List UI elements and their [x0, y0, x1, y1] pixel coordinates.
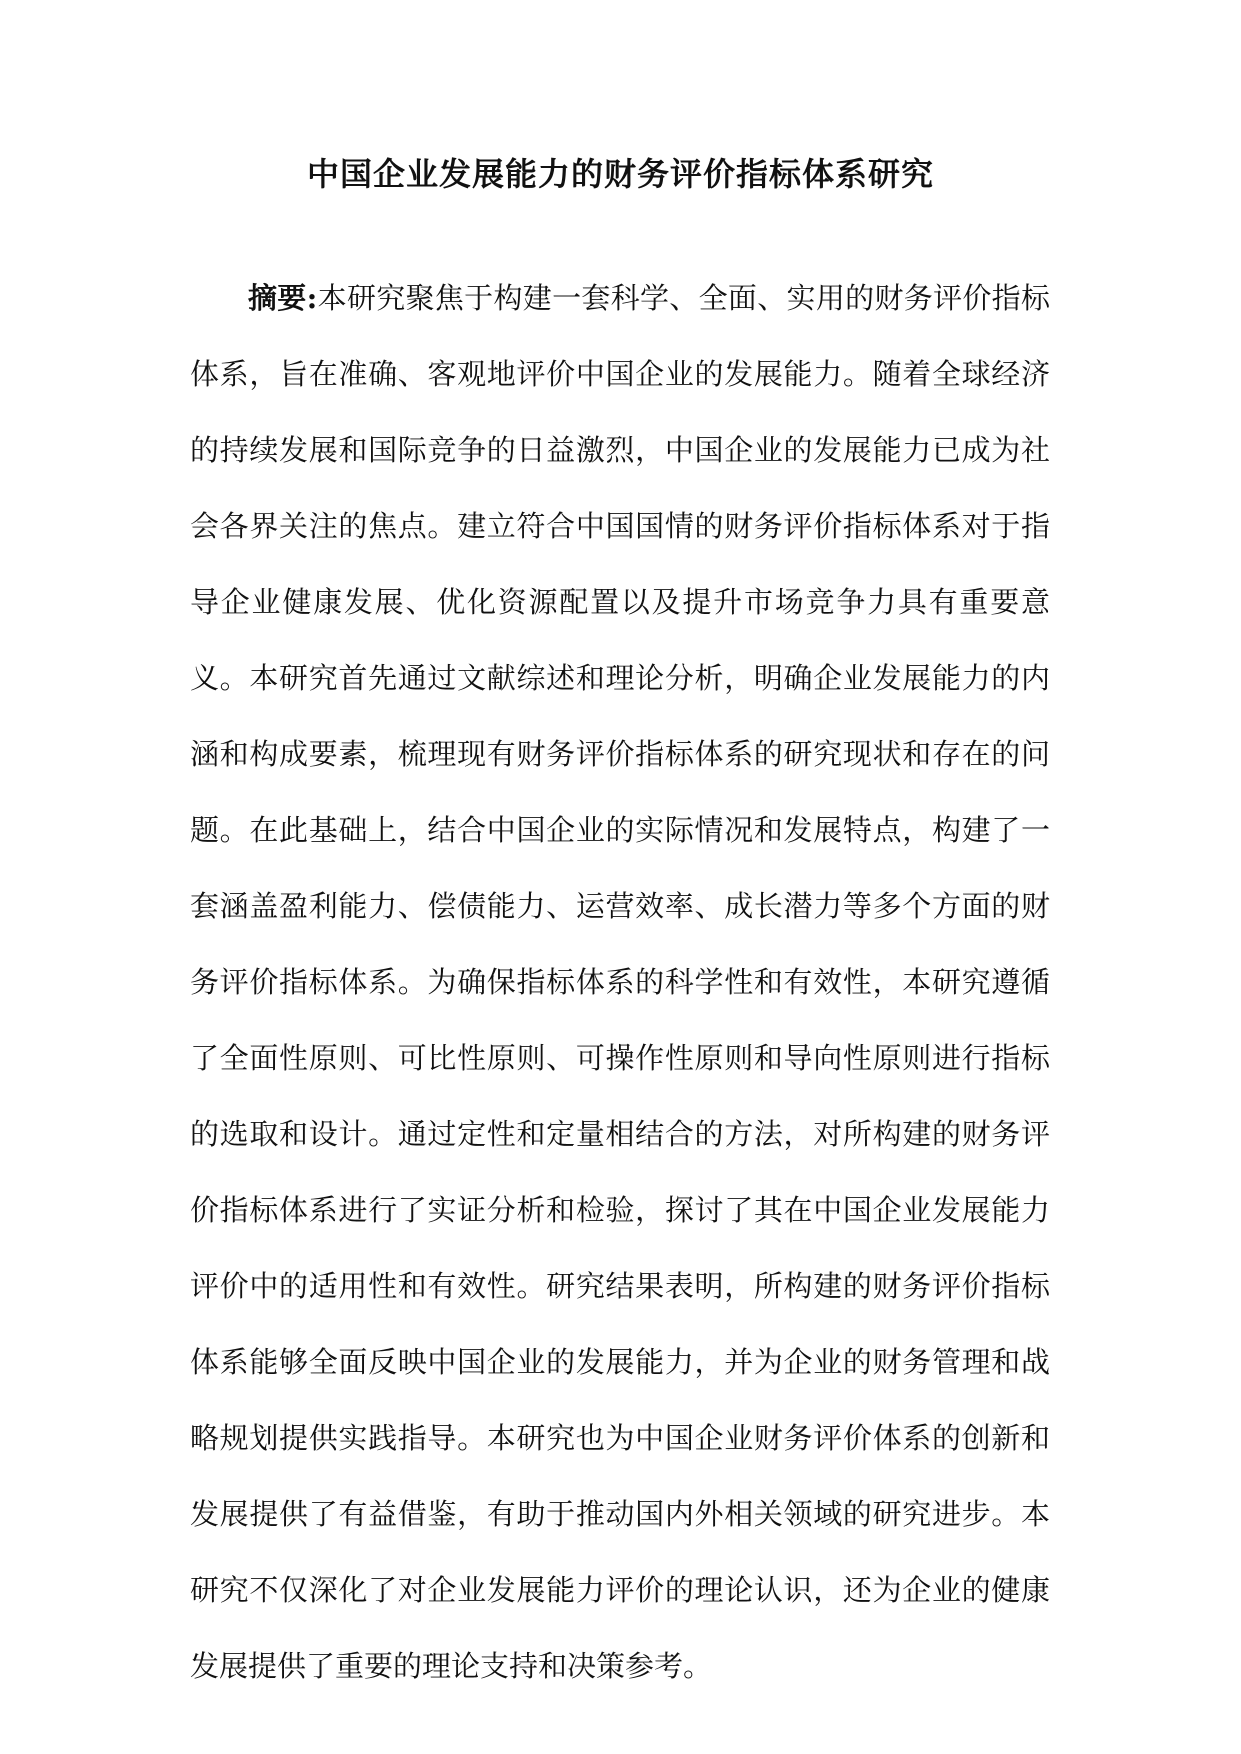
document-title: 中国企业发展能力的财务评价指标体系研究	[306, 155, 934, 193]
abstract-text: 本研究聚焦于构建一套科学、全面、实用的财务评价指标体系，旨在准确、客观地评价中国企业的发展能力。随着全球经济的持续发展和国际竞争的日益激烈，中国企业的发展能力已成为社会各界关注的焦点。建立符合中国国情的财务评价指标体系对于指导企业健康发展、优化资源配置以及提升市场竞争力具有重要意义。本研究首先通过文献综述和理论分析，明确企业发展能力的内涵和构成要素，梳理现有财务评价指标体系的研究现状和存在的问题。在此基础上，结合中国企业的实际情况和发展特点，构建了一套涵盖盈利能力、偿债能力、运营效率、成长潜力等多个方面的财务评价指标体系。为确保指标体系的科学性和有效性，本研究遵循了全面性原则、可比性原则、可操作性原则和导向性原则进行指标的选取和设计。通过定性和定量相结合的方法，对所构建的财务评价指标体系进行了实证分析和检验，探讨了其在中国企业发展能力评价中的适用性和有效性。研究结果表明，所构建的财务评价指标体系能够全面反映中国企业的发展能力，并为企业的财务管理和战略规划提供实践指导。本研究也为中国企业财务评价体系的创新和发展提供了有益借鉴，有助于推动国内外相关领域的研究进步。本研究不仅深化了对企业发展能力评价的理论认识，还为企业的健康发展提供了重要的理论支持和决策参考。	[190, 281, 1050, 1683]
abstract-label: 摘要:	[248, 281, 318, 315]
abstract-paragraph	[190, 260, 1050, 1704]
